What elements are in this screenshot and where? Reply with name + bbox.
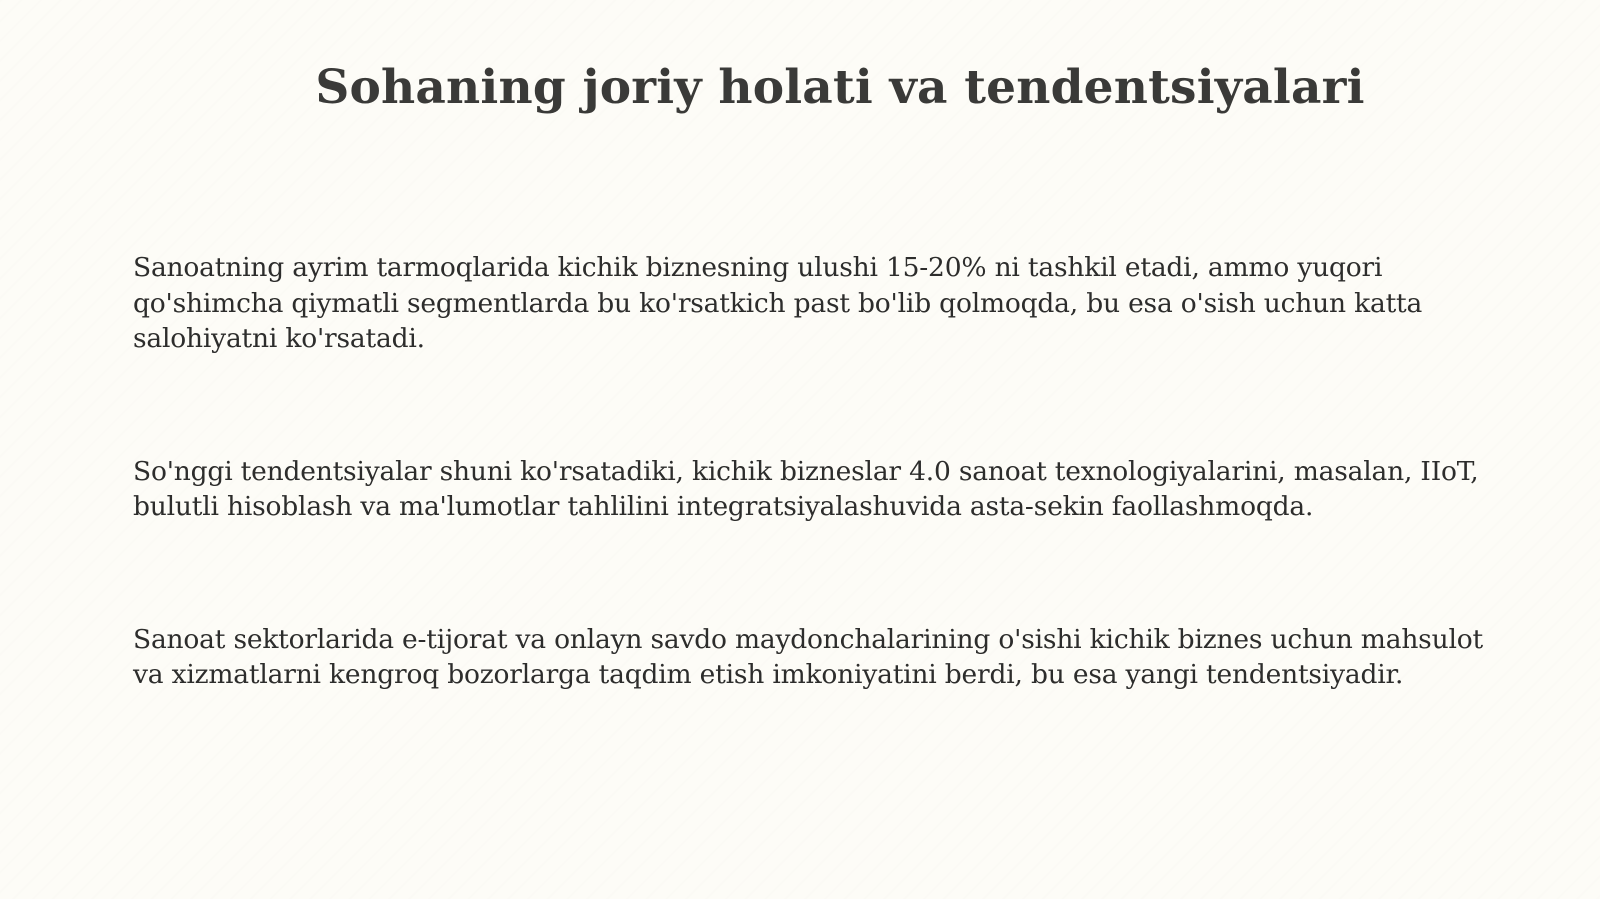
slide-content	[133, 250, 1493, 693]
paragraph-3: Sanoat sektorlarida e-tijorat va onlayn savdo maydonchalarining o'sishi kichik biznes uchun mahsulot va xizmatlarni kengroq bozorlarga taqdim etish imkoniyatini berdi, bu esa yangi tendentsiyadir.	[133, 623, 1483, 690]
paragraph-2: So'nggi tendentsiyalar shuni ko'rsatadiki, kichik bizneslar 4.0 sanoat texnologiyalarini, masalan, IIoT, bulutli hisoblash va ma'lumotlar tahlilini integratsiyalashuvida asta-sekin faollashmoqda.	[133, 455, 1479, 522]
slide-title: Sohaning joriy holati va tendentsiyalari	[315, 60, 1365, 115]
paragraph-1: Sanoatning ayrim tarmoqlarida kichik biznesning ulushi 15-20% ni tashkil etadi, ammo yuqori qo'shimcha qiymatli segmentlarda bu ko'rsatkich past bo'lib qolmoqda, bu esa o'sish uchun katta salohiyatni ko'rsatadi.	[133, 252, 1423, 354]
